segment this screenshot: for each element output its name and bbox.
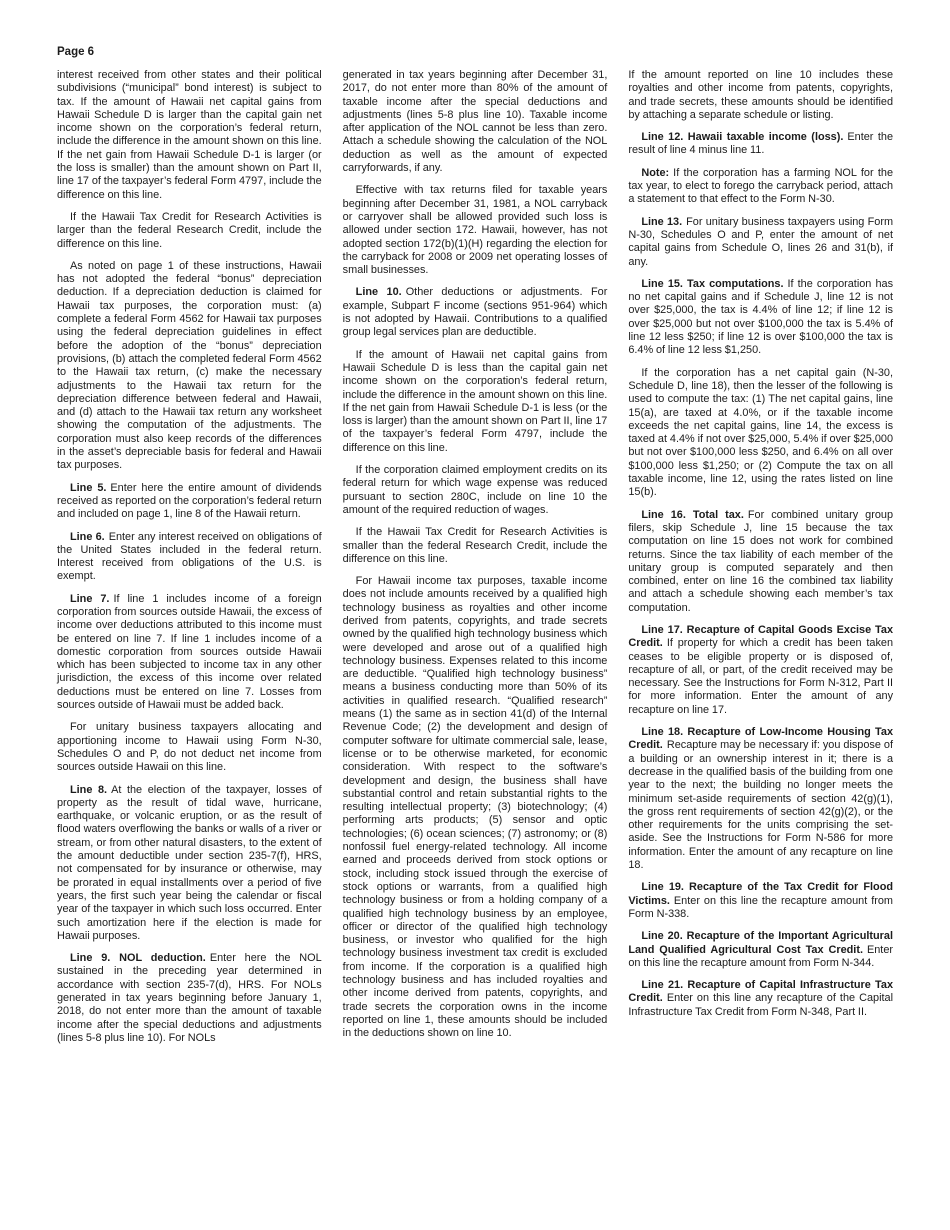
paragraph	[343, 286, 608, 339]
paragraph	[343, 575, 608, 1040]
paragraph	[628, 367, 893, 500]
paragraph-lead: Line 5.	[70, 481, 107, 494]
paragraph	[628, 930, 893, 970]
paragraph	[628, 131, 893, 158]
paragraph-text: Other deductions or adjustments. For example, Subpart F income (sections 951-964) which is not adopted by Hawaii. Contributions to a qualified group legal services plan are deductible.	[342, 286, 608, 339]
paragraph	[57, 531, 322, 584]
paragraph-text: Enter the result of line 4 minus line 11.	[628, 131, 894, 157]
paragraph-text: generated in tax years beginning after December 31, 2017, do not enter more than 80% of the amount of taxable income after the special deductions and adjustments (lines 5-8 plus line 10). Taxable income after application of the NOL cannot be less than zero. Attach a schedule showing the calculation of the NOL deduction as well as the amount of expected carryforwards, if any.	[342, 69, 608, 175]
paragraph	[57, 482, 322, 522]
paragraph	[628, 509, 893, 615]
paragraph-lead: Line 7.	[70, 592, 110, 605]
paragraph-text: At the election of the taxpayer, losses of property as the result of tidal wave, hurricane, earthquake, or volcanic eruption, or as the result of flood waters overflowing the banks or walls of a river or stream, or from other natural disasters, to the extent of the amount deductible under section 235-7(f), HRS, not compensated for by insurance or otherwise, may be prorated in equal installments over a period of five years, the first such year being the calendar or fiscal year of the taxpayer in which such loss occurred. Enter such amortization here if the election is made for Hawaii purposes.	[57, 783, 322, 942]
paragraph-lead: Line 15. Tax computations.	[641, 277, 784, 290]
paragraph-text: If the amount reported on line 10 includes these royalties and other income from patents, copyrights, and trade secrets, these amounts should be identified by attaching a separate schedule or listing.	[628, 69, 894, 121]
paragraph-text: For unitary business taxpayers allocating and apportioning income to Hawaii using Form N-30, Schedules O and P, do not deduct net income from sources outside Hawaii on this line.	[57, 721, 322, 774]
paragraph-text: For unitary business taxpayers using Form N-30, Schedules O and P, enter the amount of net capital gains from Schedule O, lines 26 and 31(b), if any.	[628, 215, 894, 268]
paragraph-lead: Line 20. Recapture of the Important Agricultural Land Qualified Agricultural Cost Tax Credit.	[628, 930, 894, 956]
paragraph-lead: Line 10.	[355, 286, 402, 299]
paragraph	[343, 349, 608, 455]
paragraph-lead: Line 6.	[70, 530, 105, 543]
paragraph-text: Effective with tax returns filed for taxable years beginning after December 31, 1981, a NOL carryback or carryover shall be allowed provided such loss is allowed under section 172. Hawaii, however, has not adopted section 172(b)(1)(H) regarding the election for the carryback for 2008 or 2009 net operating losses of small businesses.	[342, 184, 608, 277]
paragraph-text: If property for which a credit has been taken ceases to be eligible property or is disposed of, recapture of all, or part, of the credit received may be necessary. See the Instructions for Form N-312, Part II for more information. Enter the amount of any recapture on line 17.	[628, 637, 894, 716]
paragraph-text: Enter on this line the recapture amount from Form N-344.	[628, 943, 894, 969]
paragraph	[343, 464, 608, 517]
paragraph-lead: Line 8.	[70, 783, 108, 796]
column-1	[57, 69, 322, 1054]
paragraph-lead: Line 17. Recapture of Capital Goods Excise Tax Credit.	[628, 623, 894, 650]
paragraph-text: Enter on this line the recapture amount from Form N-338.	[628, 894, 894, 920]
paragraph	[628, 167, 893, 207]
paragraph-text: As noted on page 1 of these instructions, Hawaii has not adopted the federal “bonus” depreciation deduction. If a depreciation deduction is claimed for Hawaii tax purposes, the corporation must: (a) complete a federal Form 4562 for Hawaii tax purposes using the federal depreciation guidelines in effect before the adoption of the “bonus” depreciation provisions, (b) attach the completed federal Form 4562 to the Hawaii tax return, (c) make the necessary adjustments to the Hawaii tax return for the depreciation difference between federal and Hawaii, and (d) attach to the Hawaii tax return any worksheet showing the computation of the adjustments. The corporation must also keep records of the differences in the asset’s depreciable basis for federal and Hawaii tax purposes.	[57, 259, 322, 472]
paragraph-text: If the Hawaii Tax Credit for Research Activities is larger than the federal Research Credit, include the difference on this line.	[57, 210, 322, 250]
paragraph-text: If the Hawaii Tax Credit for Research Activities is smaller than the federal Research Credit, include the difference on this line.	[342, 526, 608, 565]
paragraph-text: Enter here the entire amount of dividends received as reported on the corporation’s federal return and included on page 1, line 8 of the Hawaii return.	[57, 481, 322, 521]
columns-container	[57, 69, 893, 1054]
paragraph	[343, 69, 608, 175]
paragraph-text: If the corporation claimed employment credits on its federal return for which wage expense was reduced pursuant to section 280C, include on line 10 the amount of the required reduction of wages.	[342, 464, 608, 516]
paragraph-text: If line 1 includes income of a foreign corporation from sources outside Hawaii, the excess of income over deductions attributed to this income must be entered on line 7. If line 1 includes income of a domestic corporation from sources outside Hawaii which has been subjected to income tax in any other jurisdiction, the excess of this income over related deductions must be entered on line 7. Losses from sources outside of Hawaii must be added back.	[57, 592, 322, 712]
paragraph	[57, 260, 322, 473]
paragraph	[57, 593, 322, 713]
paragraph	[57, 784, 322, 944]
paragraph	[628, 69, 893, 122]
paragraph-lead: Line 18. Recapture of Low-Income Housing Tax Credit.	[628, 726, 894, 752]
paragraph-text: If the corporation has no net capital gains and if Schedule J, line 12 is not over $25,000, the tax is 4.4% of line 12; if line 12 is over $25,000 but not over $100,000 the tax is 5.4% of line 12 less $250; if line 12 is over $100,000 the tax is 6.4% of line 12 less $1,250.	[628, 277, 894, 357]
paragraph-text: For combined unitary group filers, skip Schedule J, line 15 because the tax computation on line 15 does not work for combined returns. Since the tax liability of each member of the unitary group is computed separately and then combined, enter on line 16 the combined tax liability and attach a schedule showing each member’s tax computation.	[628, 508, 894, 614]
paragraph-text: interest received from other states and their political subdivisions (“municipal” bond interest) is subject to tax. If the amount of Hawaii net capital gains from Hawaii Schedule D is larger than the capital gain net income shown on the corporation’s federal return, include the difference in the amount shown on this line. If the net gain from Hawaii Schedule D-1 is larger (or the loss is smaller) than the amount shown on Part II, line 17 of the taxpayer’s federal Form 4797, include the difference on this line.	[57, 69, 322, 201]
paragraph	[628, 216, 893, 269]
paragraph-text: If the corporation has a farming NOL for the tax year, to elect to forego the carryback period, attach a statement to that effect to the Form N-30.	[628, 166, 894, 206]
paragraph-text: If the amount of Hawaii net capital gains from Hawaii Schedule D is less than the capital gain net income shown on the corporation’s federal return, include the difference in the amount shown on this line. If the net gain from Hawaii Schedule D-1 is less (or the loss is larger) than the amount shown on Part II, line 17 of the taxpayer’s federal Form 4797, include the difference on this line.	[342, 348, 608, 454]
paragraph	[628, 979, 893, 1019]
paragraph-text: Enter on this line any recapture of the Capital Infrastructure Tax Credit from Form N-348, Part II.	[628, 992, 894, 1018]
paragraph-lead: Line 13.	[641, 215, 683, 228]
paragraph-lead: Line 21. Recapture of Capital Infrastructure Tax Credit.	[628, 979, 894, 1005]
paragraph-lead: Note:	[641, 166, 670, 179]
paragraph	[343, 526, 608, 566]
paragraph	[343, 184, 608, 277]
paragraph-text: Enter any interest received on obligations of the United States included in the federal return. Interest received from obligations of the U.S. is exempt.	[57, 530, 322, 583]
paragraph-text: For Hawaii income tax purposes, taxable income does not include amounts received by a qualified high technology business as royalties and other income derived from patents, copyrights, and trade secrets owned by the qualified high technology business which were developed and arose out of a qualified high technology business. Expenses related to this income are deductible. “Qualified high technology business” means a business conducting more than 50% of its activities in qualified research. “Qualified research” means (1) the same as in section 41(d) of the Internal Revenue Code; (2) the development and design of computer software for ultimate commercial sale, lease, license or to be otherwise marketed, for economic consideration. With respect to the software’s development and design, the business shall have substantial control and retain substantial rights to the resulting intellectual property; (3) biotechnology; (4) performing arts products; (5) sensor and optic technologies; (6) ocean sciences; (7) astronomy; or (8) nonfossil fuel energy-related technology. All income earned and proceeds derived from stock options or stock, including stock issued through the exercise of stock options or warrants, from a qualified high technology business or from a holding company of a qualified high technology business by an employee, officer or director of the qualified high technology business, or investor who qualified for the high technology business investment tax credit is excluded from income. If the corporation is a qualified high technology business and has included royalties and other income derived from patents, copyrights, and trade secrets the corporation owns in the income reported on line 1, these amounts should be included in the deductions shown on line 10.	[342, 575, 608, 1040]
paragraph-text: Recapture may be necessary if: you dispose of a building or an ownership interest in it; there is a decrease in the qualified basis of the building from one year to the next; the building no longer meets the minimum set-aside requirements of section 42(g)(1), the gross rent requirements of section 42(g)(2), or the other requirements for the units comprising the set-aside. See the Instructions for Form N-586 for more information. Enter the amount of any recapture on line 18.	[628, 739, 894, 872]
paragraph	[57, 721, 322, 774]
paragraph-lead: Line 19. Recapture of the Tax Credit for Flood Victims.	[628, 881, 894, 907]
paragraph-text: If the corporation has a net capital gain (N-30, Schedule D, line 18), then the lesser of the following is used to compute the tax: (1) The net capital gains, line 15(a), are taxed at 4.0%, or if the taxable income exceeds the net capital gains, line 14, the excess is taxed at 4.4% if not over $25,000, 5.4% if over $25,000 but not over $100,000 less $250, and 6.4% on all over $100,000 less $1,250; or (2) Compute the tax on all taxable income, line 12, using the rates listed on line 15(b).	[628, 366, 894, 499]
paragraph	[628, 624, 893, 717]
column-2	[343, 69, 608, 1054]
paragraph	[628, 726, 893, 872]
paragraph-lead: Line 16. Total tax.	[641, 508, 744, 521]
column-3	[628, 69, 893, 1054]
paragraph	[628, 278, 893, 358]
paragraph	[628, 881, 893, 921]
paragraph-lead: Line 9. NOL deduction.	[70, 952, 206, 965]
paragraph-text: Enter here the NOL sustained in the preceding year determined in accordance with section 235-7(d), HRS. For NOLs generated in tax years beginning before January 1, 2018, do not enter more than the amount of taxable income after the special deductions and adjustments (lines 5-8 plus line 10). For NOLs	[57, 952, 322, 1044]
paragraph	[57, 69, 322, 202]
paragraph-lead: Line 12. Hawaii taxable income (loss).	[641, 131, 844, 144]
page-number: Page 6	[57, 46, 95, 58]
paragraph	[57, 211, 322, 251]
paragraph	[57, 952, 322, 1045]
